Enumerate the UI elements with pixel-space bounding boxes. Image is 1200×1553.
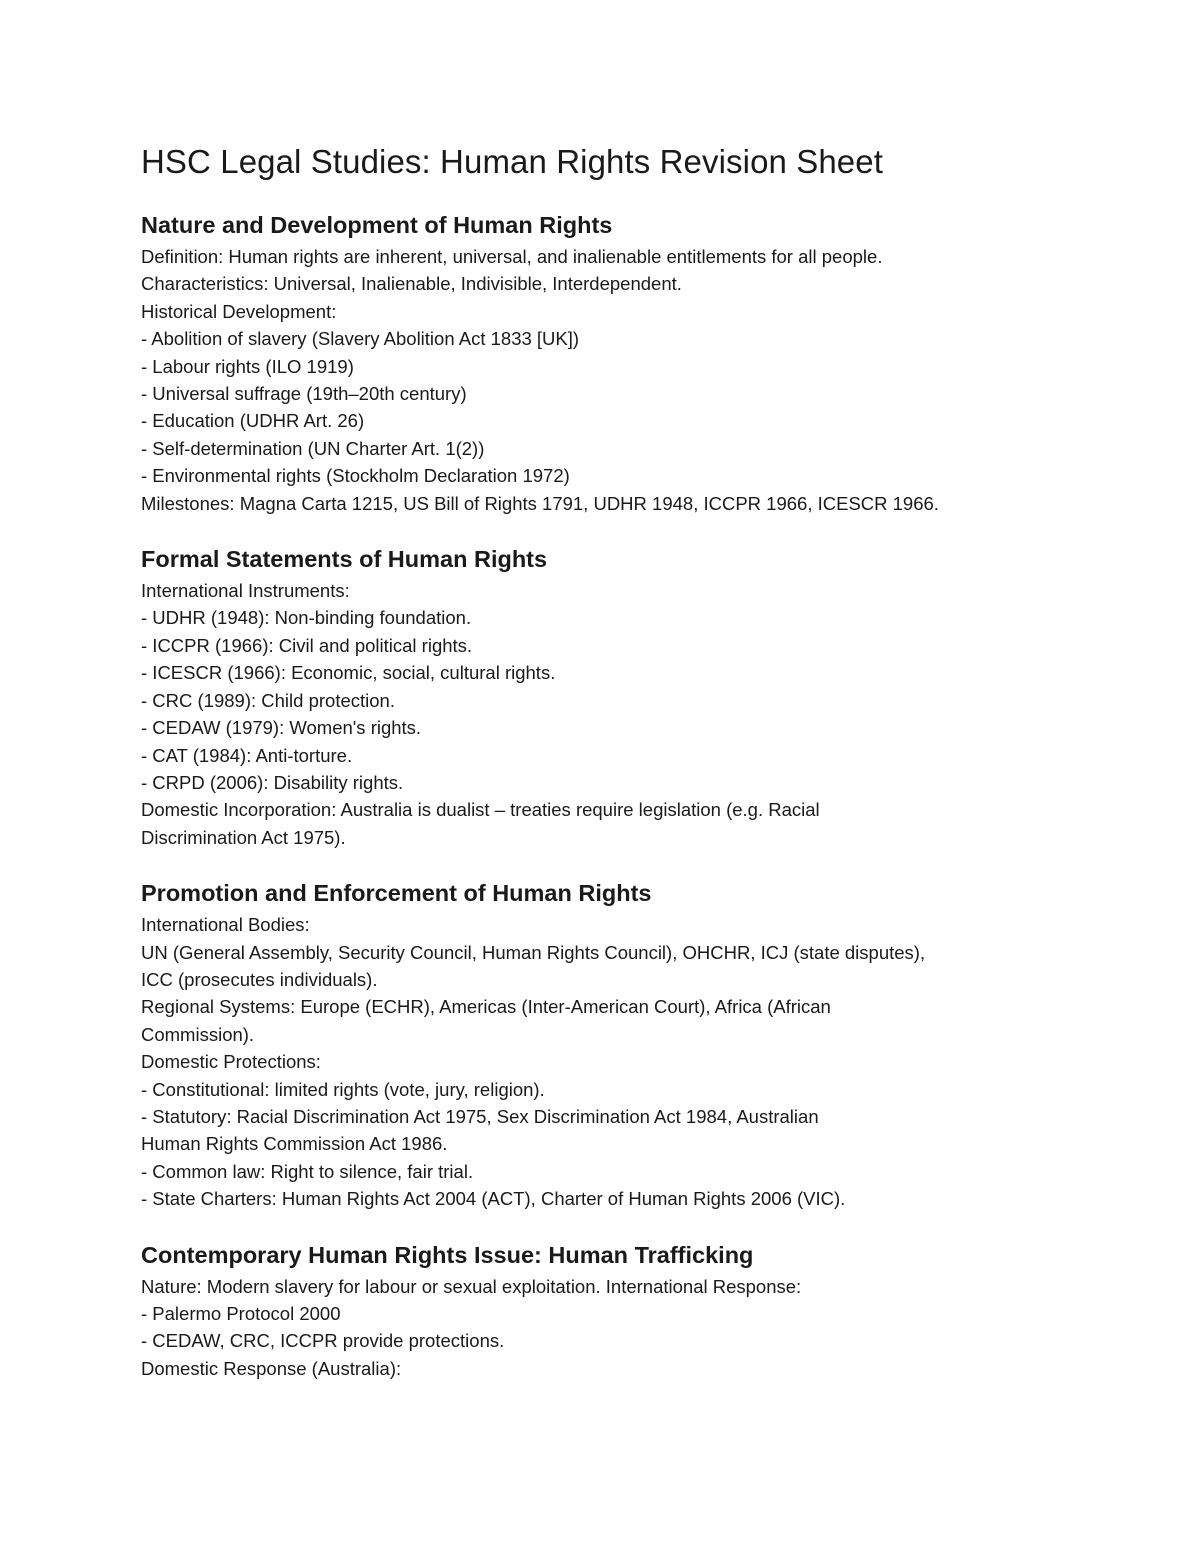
list-item: - CAT (1984): Anti-torture. [141,744,353,766]
list-item: - Abolition of slavery (Slavery Abolition Act 1833 [UK]) [141,328,580,350]
list-item: - Environmental rights (Stockholm Declaration 1972) [141,465,570,487]
text-line: Domestic Protections: [141,1051,321,1073]
list-item: - CEDAW (1979): Women's rights. [141,717,422,739]
text-line: Definition: Human rights are inherent, universal, and inalienable entitlements for all people. [141,246,883,267]
text-line: ICC (prosecutes individuals). [141,968,378,990]
list-item: - CRC (1989): Child protection. [141,689,395,711]
text-line: International Instruments: [141,580,350,602]
list-item: - CRPD (2006): Disability rights. [141,771,404,793]
text-line: Nature: Modern slavery for labour or sexual exploitation. International Response: [141,1275,802,1297]
list-item: - Palermo Protocol 2000 [141,1303,341,1324]
list-item: - State Charters: Human Rights Act 2004 (ACT), Charter of Human Rights 2006 (VIC). [141,1188,846,1210]
list-item: - Universal suffrage (19th–20th century) [141,383,467,405]
text-line: Historical Development: [141,300,337,322]
section-heading: Formal Statements of Human Rights [141,546,548,573]
text-line: Human Rights Commission Act 1986. [141,1133,448,1155]
list-item: - Statutory: Racial Discrimination Act 1975, Sex Discrimination Act 1984, Australian [141,1105,819,1127]
text-line: UN (General Assembly, Security Council, Human Rights Council), OHCHR, ICJ (state disputes), [141,941,926,963]
document-page [141,138,1101,1407]
list-item: - Labour rights (ILO 1919) [141,355,354,377]
text-line: Discrimination Act 1975). [141,826,346,848]
document-title: HSC Legal Studies: Human Rights Revision Sheet [141,143,883,180]
section-formal-statements [141,542,1101,851]
section-heading: Promotion and Enforcement of Human Rights [141,880,652,907]
list-item: - CEDAW, CRC, ICCPR provide protections. [141,1330,505,1352]
text-line: Commission). [141,1023,255,1045]
list-item: - ICCPR (1966): Civil and political rights. [141,634,473,656]
section-promotion-enforcement [141,876,1101,1212]
list-item: - UDHR (1948): Non-binding foundation. [141,607,472,629]
list-item: - Self-determination (UN Charter Art. 1(2)) [141,437,485,459]
section-nature-development [141,208,1101,517]
text-line: Domestic Response (Australia): [141,1357,402,1379]
text-line: International Bodies: [141,914,310,936]
section-heading: Nature and Development of Human Rights [141,212,613,238]
text-line: Regional Systems: Europe (ECHR), Americas (Inter-American Court), Africa (African [141,996,831,1018]
text-line: Domestic Incorporation: Australia is dualist – treaties require legislation (e.g. Racial [141,799,820,821]
list-item: - ICESCR (1966): Economic, social, cultural rights. [141,662,556,684]
section-heading: Contemporary Human Rights Issue: Human Trafficking [141,1241,754,1268]
list-item: - Common law: Right to silence, fair trial. [141,1160,474,1182]
list-item: - Constitutional: limited rights (vote, jury, religion). [141,1078,545,1100]
section-human-trafficking [141,1238,1101,1383]
list-item: - Education (UDHR Art. 26) [141,410,365,432]
text-line: Milestones: Magna Carta 1215, US Bill of Rights 1791, UDHR 1948, ICCPR 1966, ICESCR 1966. [141,492,939,514]
text-line: Characteristics: Universal, Inalienable, Indivisible, Interdependent. [141,273,682,295]
